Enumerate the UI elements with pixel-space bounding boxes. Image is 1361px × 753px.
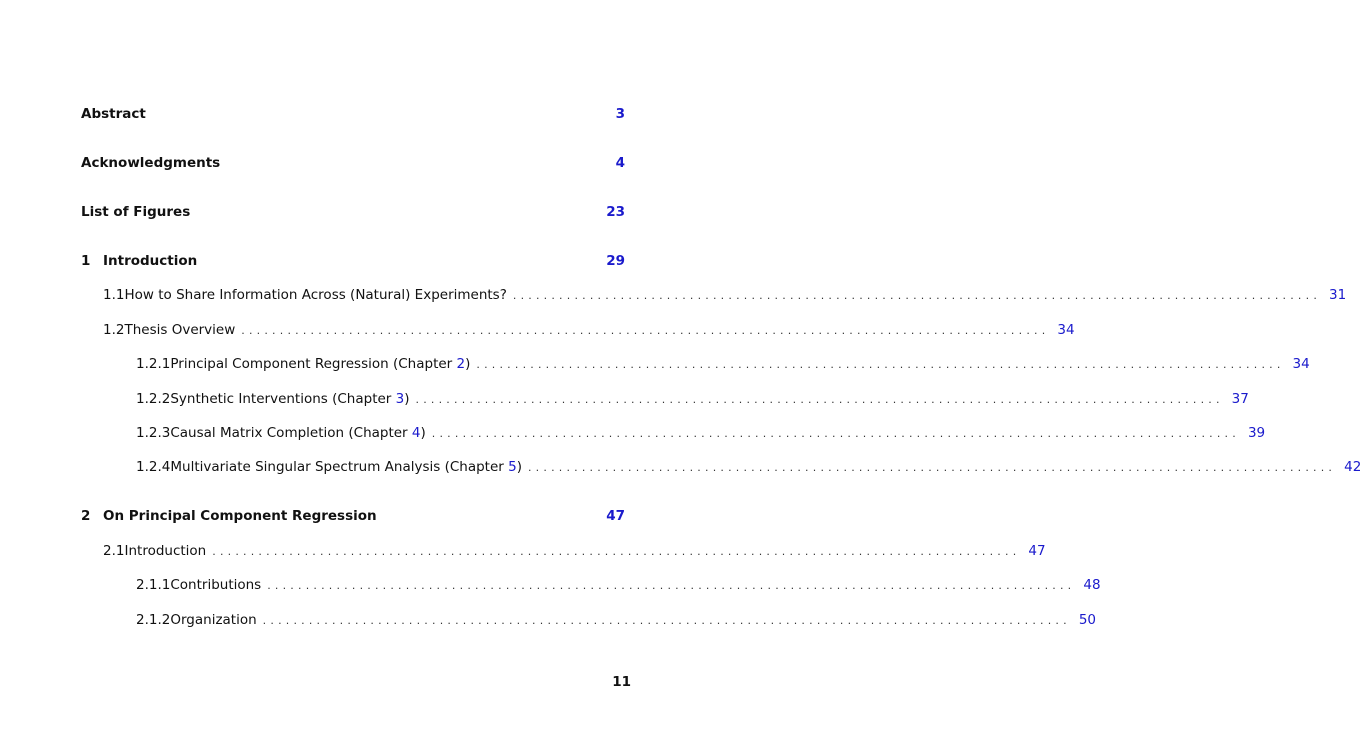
toc-title-close: ) — [420, 425, 426, 441]
toc-title-text: Synthetic Interventions (Chapter — [170, 391, 396, 407]
toc-page-link[interactable]: 34 — [1057, 322, 1075, 338]
toc-dot-leader: ......................................................................................................... — [267, 578, 1076, 592]
toc-number: 1.2 — [103, 322, 125, 338]
toc-dot-leader: ......................................................................................................... — [527, 460, 1337, 474]
toc-entry-section-2-1[interactable] — [103, 541, 1046, 561]
toc-dot-leader: ......................................................................................................... — [241, 323, 1050, 337]
toc-title — [170, 356, 470, 372]
toc-title: List of Figures — [81, 204, 191, 220]
toc-page-link[interactable]: 37 — [1231, 391, 1249, 407]
toc-page-link[interactable]: 29 — [606, 253, 625, 269]
toc-page-link[interactable]: 42 — [1344, 459, 1361, 475]
toc-title-text: Multivariate Singular Spectrum Analysis (Chapter — [170, 459, 509, 475]
toc-entry-section-1-1[interactable] — [103, 285, 1347, 305]
toc-entry-subsection-2-1-1[interactable] — [136, 575, 1101, 595]
toc-title: On Principal Component Regression — [103, 508, 377, 524]
toc-page-link[interactable]: 31 — [1329, 287, 1347, 303]
toc-entry-subsection-1-2-4[interactable] — [136, 457, 1361, 477]
toc-number: 1.2.1 — [136, 356, 171, 372]
toc-title: Introduction — [103, 253, 198, 269]
toc-number: 1 — [81, 253, 91, 269]
toc-title: Organization — [170, 612, 257, 628]
toc-number: 1.1 — [103, 287, 125, 303]
toc-dot-leader: ......................................................................................................... — [476, 357, 1285, 371]
toc-entry-list-of-figures[interactable] — [81, 202, 625, 222]
toc-number: 1.2.4 — [136, 459, 171, 475]
toc-title-text: Principal Component Regression (Chapter — [170, 356, 457, 372]
toc-number: 2.1.1 — [136, 577, 171, 593]
toc-entry-acknowledgments[interactable] — [81, 153, 625, 173]
toc-page-link[interactable]: 47 — [606, 508, 625, 524]
toc-number: 2 — [81, 508, 91, 524]
toc-title-close: ) — [404, 391, 410, 407]
toc-number: 2.1 — [103, 543, 125, 559]
toc-entry-section-1-2[interactable] — [103, 320, 1075, 340]
toc-number: 1.2.2 — [136, 391, 171, 407]
toc-title: Abstract — [81, 106, 146, 122]
toc-title: Acknowledgments — [81, 155, 221, 171]
toc-entry-subsection-1-2-1[interactable] — [136, 354, 1310, 374]
toc-page-link[interactable]: 3 — [615, 106, 625, 122]
toc-title: Introduction — [124, 543, 207, 559]
toc-title — [170, 425, 425, 441]
toc-number: 1.2.3 — [136, 425, 171, 441]
toc-title: Thesis Overview — [124, 322, 236, 338]
chapter-ref-link[interactable]: 4 — [411, 425, 421, 441]
toc-entry-chapter-1[interactable] — [81, 251, 625, 271]
chapter-ref-link[interactable]: 5 — [508, 459, 517, 475]
toc-dot-leader: ......................................................................................................... — [512, 288, 1322, 302]
toc-page-link[interactable]: 39 — [1247, 425, 1266, 441]
chapter-ref-link[interactable]: 3 — [395, 391, 405, 407]
chapter-ref-link[interactable]: 2 — [456, 356, 466, 372]
toc-page-link[interactable]: 47 — [1028, 543, 1046, 559]
toc-entry-subsection-1-2-3[interactable] — [136, 423, 1266, 443]
toc-dot-leader: ......................................................................................................... — [212, 544, 1021, 558]
toc-dot-leader: ......................................................................................................... — [262, 613, 1071, 627]
toc-title-close: ) — [516, 459, 522, 475]
toc-dot-leader: ......................................................................................................... — [415, 392, 1224, 406]
toc-number: 2.1.2 — [136, 612, 171, 628]
toc-page-link[interactable]: 34 — [1292, 356, 1310, 372]
toc-title-close: ) — [465, 356, 471, 372]
toc-page-link[interactable]: 23 — [606, 204, 625, 220]
toc-title: How to Share Information Across (Natural) Experiments? — [124, 287, 507, 303]
toc-title: Contributions — [170, 577, 262, 593]
toc-title — [170, 459, 522, 475]
toc-entry-subsection-1-2-2[interactable] — [136, 389, 1249, 409]
toc-page-link[interactable]: 50 — [1078, 612, 1097, 628]
toc-entry-subsection-2-1-2[interactable] — [136, 610, 1097, 630]
toc-title-text: Causal Matrix Completion (Chapter — [170, 425, 412, 441]
toc-page-link[interactable]: 4 — [615, 155, 625, 171]
page-number: 11 — [612, 674, 631, 690]
toc-dot-leader: ......................................................................................................... — [431, 426, 1240, 440]
toc-title — [170, 391, 409, 407]
toc-entry-chapter-2[interactable] — [81, 506, 625, 526]
toc-page-link[interactable]: 48 — [1083, 577, 1101, 593]
toc-entry-abstract[interactable] — [81, 104, 625, 124]
